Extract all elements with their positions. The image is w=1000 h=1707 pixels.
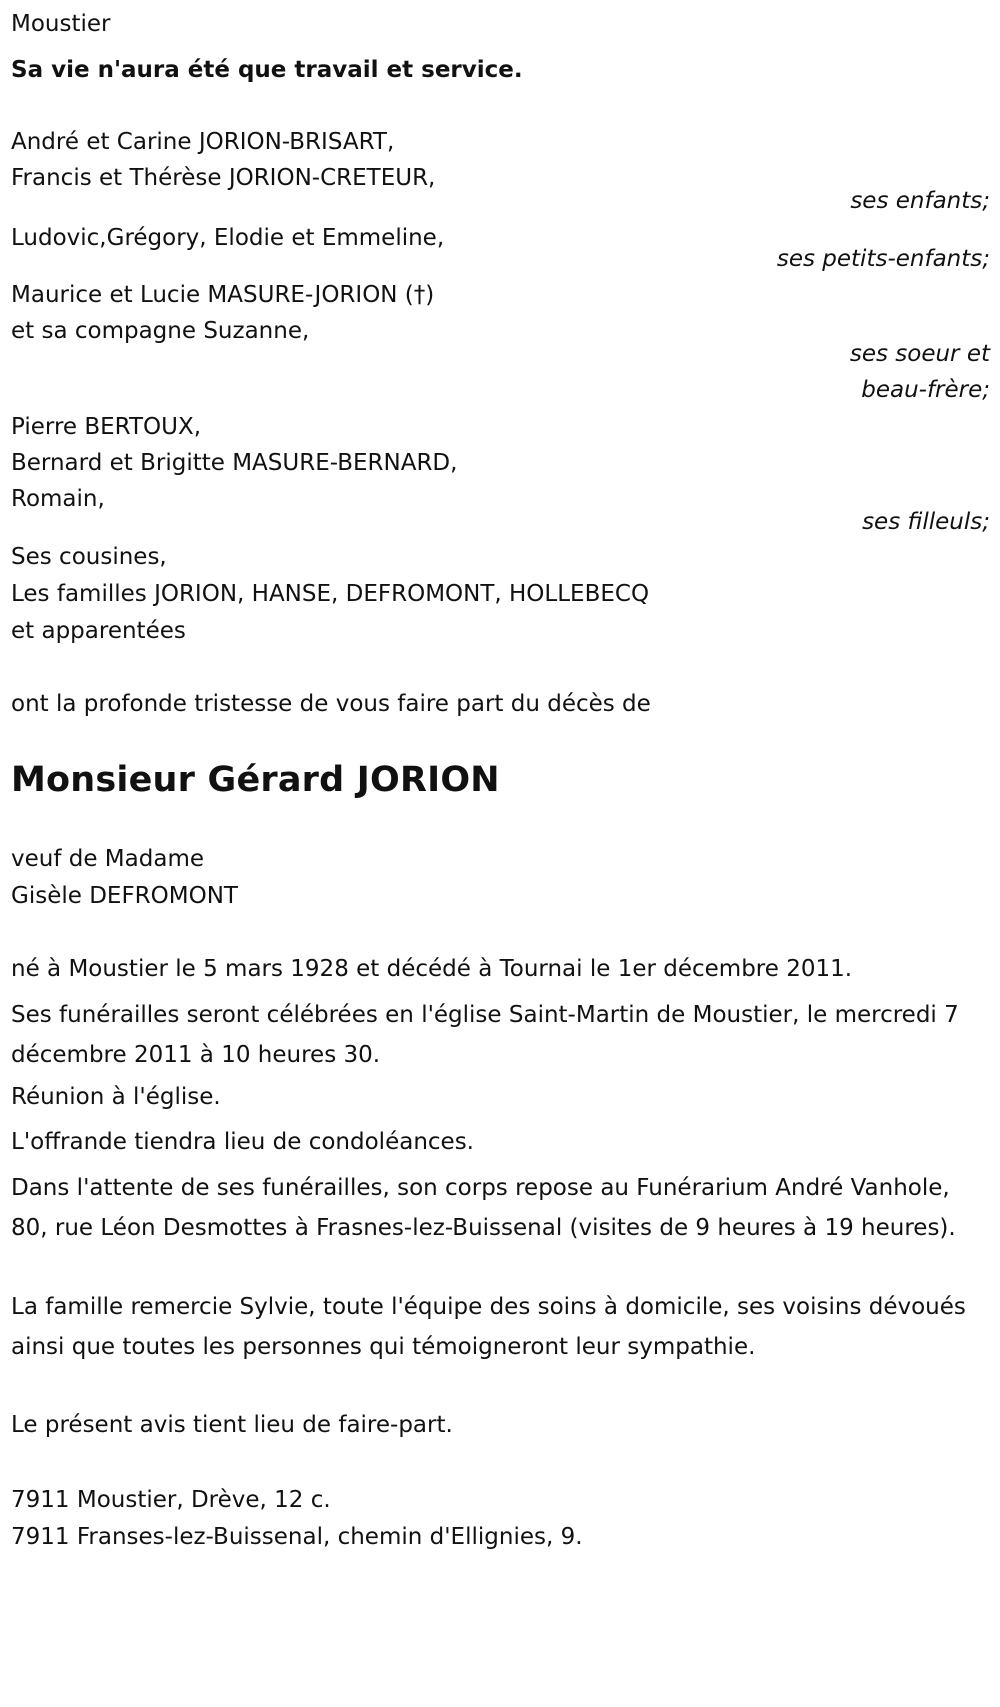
family-line: André et Carine JORION-BRISART,: [11, 129, 395, 155]
header-place: Moustier: [11, 11, 111, 37]
family-line: Les familles JORION, HANSE, DEFROMONT, HOLLEBECQ: [11, 581, 650, 607]
address-line: 7911 Franses-lez-Buissenal, chemin d'Ellignies, 9.: [11, 1524, 583, 1550]
relation-label: beau-frère;: [861, 377, 990, 403]
deceased-name: Monsieur Gérard JORION: [11, 760, 500, 800]
family-line: et sa compagne Suzanne,: [11, 318, 310, 344]
detail-paragraph: Le présent avis tient lieu de faire-part.: [11, 1412, 453, 1438]
announcement: ont la profonde tristesse de vous faire part du décès de: [11, 691, 651, 717]
detail-paragraph: Ses funérailles seront célébrées en l'église Saint-Martin de Moustier, le mercredi 7 décembre 2011 à 10 heures 30.: [11, 1002, 959, 1068]
family-line: Bernard et Brigitte MASURE-BERNARD,: [11, 450, 458, 476]
family-line: et apparentées: [11, 618, 186, 644]
family-line: Ses cousines,: [11, 544, 167, 570]
widow-line: veuf de Madame: [11, 846, 204, 872]
motto: Sa vie n'aura été que travail et service.: [11, 57, 523, 83]
family-line: Pierre BERTOUX,: [11, 414, 202, 440]
family-line: Ludovic,Grégory, Elodie et Emmeline,: [11, 225, 445, 251]
detail-paragraph: L'offrande tiendra lieu de condoléances.: [11, 1129, 474, 1155]
family-line: Maurice et Lucie MASURE-JORION (†): [11, 282, 435, 308]
relation-label: ses petits-enfants;: [776, 246, 990, 272]
widow-line: Gisèle DEFROMONT: [11, 883, 238, 909]
address-line: 7911 Moustier, Drève, 12 c.: [11, 1487, 331, 1513]
detail-paragraph: Dans l'attente de ses funérailles, son corps repose au Funérarium André Vanhole, 80, rue Léon Desmottes à Frasnes-lez-Buissenal (visites de 9 heures à 19 heures).: [11, 1175, 956, 1241]
detail-paragraph: La famille remercie Sylvie, toute l'équipe des soins à domicile, ses voisins dévoués ainsi que toutes les personnes qui témoigneront leur sympathie.: [11, 1294, 966, 1360]
relation-label: ses enfants;: [850, 188, 990, 214]
relation-label: ses soeur et: [849, 341, 990, 367]
relation-label: ses filleuls;: [862, 509, 990, 535]
detail-paragraph: Réunion à l'église.: [11, 1084, 221, 1110]
detail-paragraph: né à Moustier le 5 mars 1928 et décédé à Tournai le 1er décembre 2011.: [11, 956, 853, 982]
family-line: Romain,: [11, 486, 105, 512]
family-line: Francis et Thérèse JORION-CRETEUR,: [11, 165, 436, 191]
